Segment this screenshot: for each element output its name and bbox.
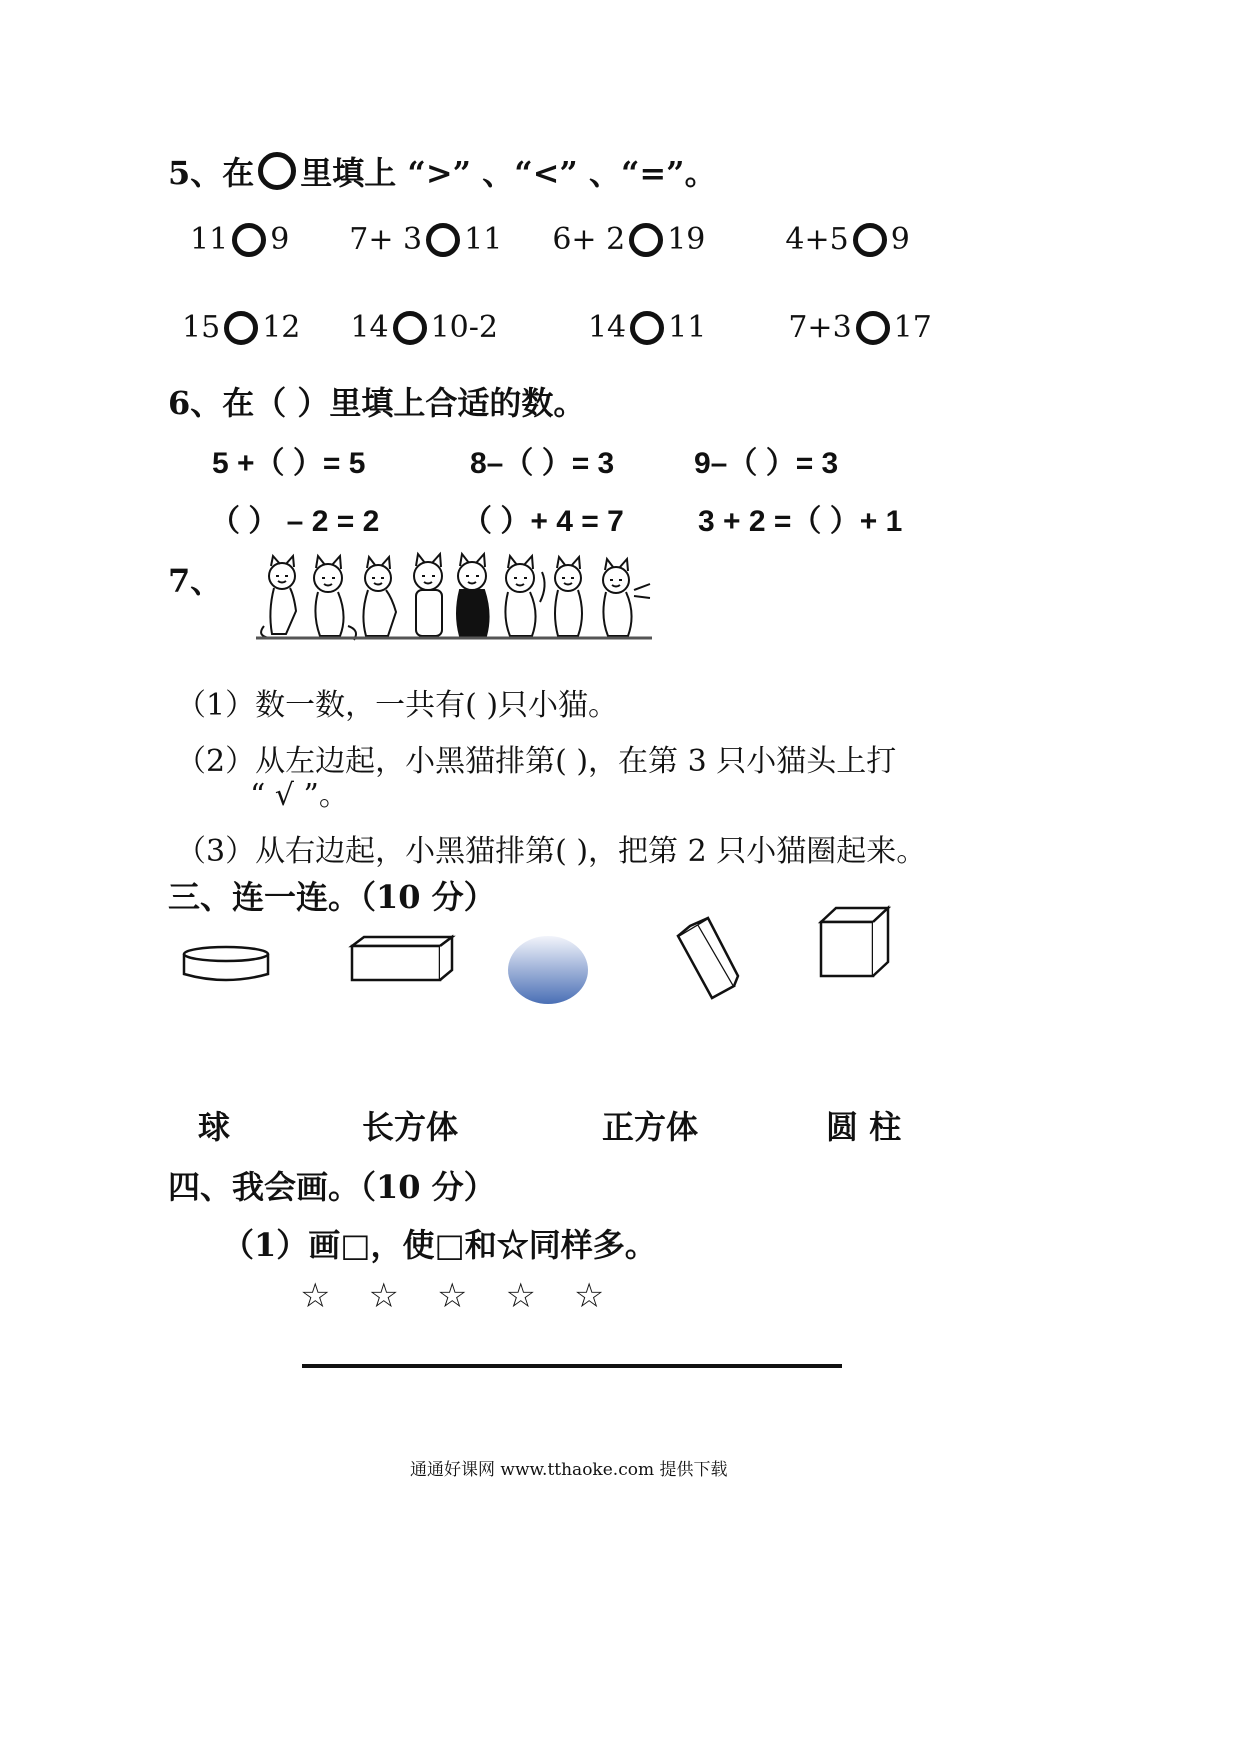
q7-sub3: （3）从右边起，小黑猫排第( )，把第 2 只小猫圈起来。 <box>176 834 927 869</box>
cylinder-icon <box>180 944 272 984</box>
answer-line[interactable] <box>302 1364 842 1368</box>
equation[interactable]: 5 +（ ）= 5 <box>212 447 366 480</box>
q7-sub2: （2）从左边起，小黑猫排第( )，在第 3 只小猫头上打 <box>176 744 897 779</box>
label-cuboid[interactable]: 长方体 <box>362 1108 459 1146</box>
answer-circle[interactable] <box>393 311 427 345</box>
cats-illustration <box>256 556 652 642</box>
q7-sub1: （1）数一数，一共有( )只小猫。 <box>176 688 619 723</box>
q5-title: 5、在 里填上 “>” 、“<” 、“=”。 <box>168 154 717 192</box>
cube-icon <box>818 904 892 980</box>
stars-row: ☆☆☆☆☆ <box>300 1276 643 1316</box>
s4-sub1: （1）画□，使□和☆同样多。 <box>222 1226 657 1264</box>
answer-circle[interactable] <box>853 223 887 257</box>
label-sphere[interactable]: 球 <box>198 1108 231 1146</box>
label-cylinder[interactable]: 圆 柱 <box>826 1108 902 1146</box>
cat-icon <box>505 556 544 636</box>
footer-text: 通通好课网 www.tthaoke.com 提供下载 <box>410 1460 728 1480</box>
tilted-cuboid-icon <box>672 914 738 1004</box>
compare-item: 7+3 17 <box>788 310 932 345</box>
s4-title: 四、我会画。（10 分） <box>168 1168 496 1206</box>
answer-circle[interactable] <box>630 311 664 345</box>
cat-icon <box>603 559 650 636</box>
equation[interactable]: 8–（ ）= 3 <box>470 447 615 480</box>
answer-circle[interactable] <box>426 223 460 257</box>
s3-title: 三、连一连。（10 分） <box>168 878 496 916</box>
equation[interactable]: （ ） – 2 = 2 <box>210 505 380 538</box>
compare-row-2 <box>182 310 932 345</box>
compare-row-1 <box>190 222 910 257</box>
answer-circle[interactable] <box>629 223 663 257</box>
circle-icon <box>258 152 296 190</box>
answer-circle[interactable] <box>232 223 266 257</box>
cat-icon <box>414 554 442 636</box>
compare-item: 6+ 2 19 <box>552 222 706 257</box>
cuboid-icon <box>348 934 458 984</box>
answer-circle[interactable] <box>856 311 890 345</box>
q7-title: 7、 <box>168 562 223 600</box>
compare-item: 4+5 9 <box>785 222 910 257</box>
compare-item: 7+ 3 11 <box>349 222 503 257</box>
cat-icon <box>261 556 296 638</box>
compare-item: 14 10-2 <box>350 310 498 345</box>
q6-title: 6、在（ ）里填上合适的数。 <box>168 384 586 422</box>
compare-item: 14 11 <box>587 310 707 345</box>
cat-icon <box>555 557 582 636</box>
compare-item: 15 12 <box>182 310 301 345</box>
equation[interactable]: 3 + 2 =（ ）+ 1 <box>698 505 903 538</box>
sphere-icon <box>506 934 590 1006</box>
black-cat-icon <box>457 554 489 636</box>
cat-icon <box>314 556 356 640</box>
q7-sub2-tick: “ √ ”。 <box>250 778 349 813</box>
equation[interactable]: 9–（ ）= 3 <box>694 447 839 480</box>
answer-circle[interactable] <box>224 311 258 345</box>
label-cube[interactable]: 正方体 <box>602 1108 699 1146</box>
cat-icon <box>363 557 396 636</box>
equation[interactable]: （ ）+ 4 = 7 <box>462 505 624 538</box>
compare-item: 11 9 <box>190 222 290 257</box>
